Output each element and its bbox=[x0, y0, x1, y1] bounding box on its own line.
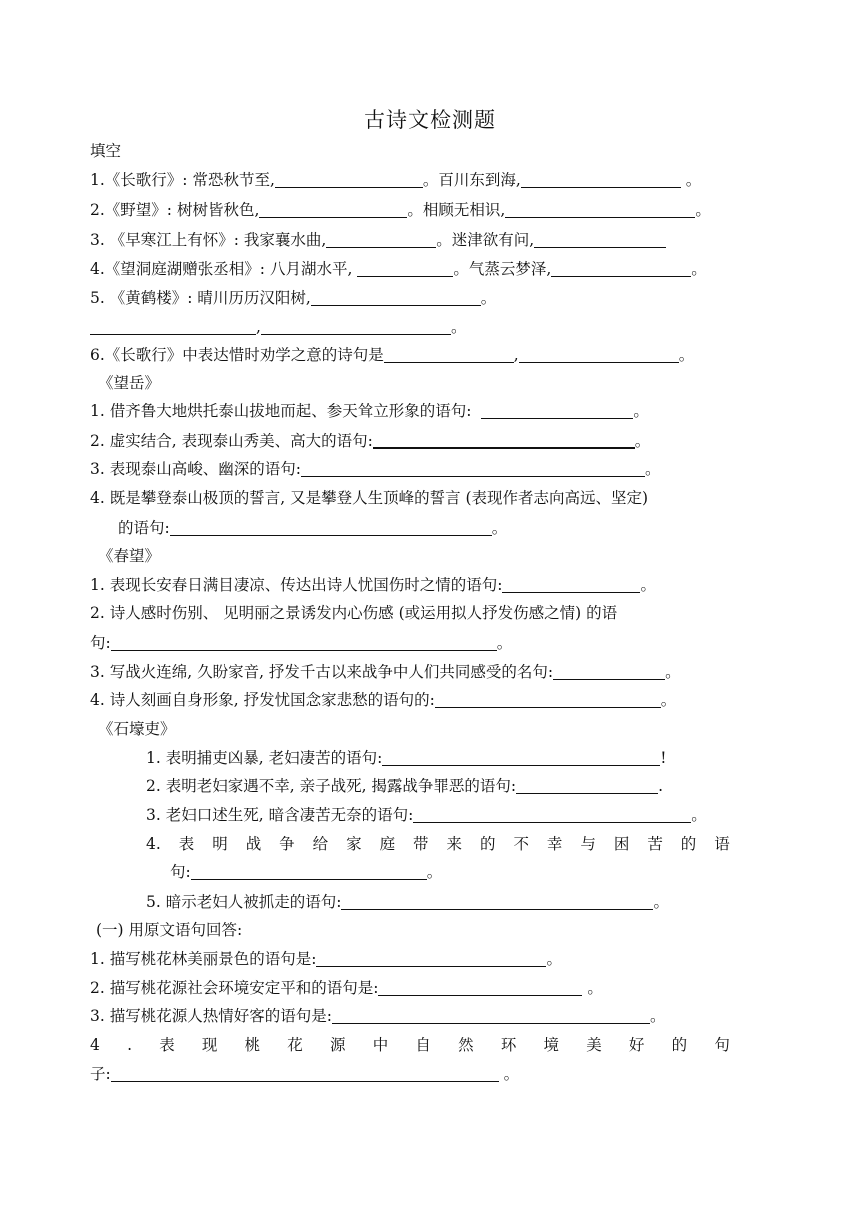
wangyue-question-3: 3. 表现泰山高峻、幽深的语句: 。 bbox=[90, 460, 661, 478]
answer-blank[interactable] bbox=[90, 318, 256, 335]
spread-char: 不 bbox=[513, 835, 529, 853]
spread-char: 表 bbox=[159, 1036, 175, 1054]
answer-blank[interactable] bbox=[553, 663, 665, 680]
fill-question-6: 6.《长歌行》中表达惜时劝学之意的诗句是 , 。 bbox=[90, 346, 695, 364]
answer-blank[interactable] bbox=[534, 231, 666, 248]
spread-char: 与 bbox=[580, 835, 596, 853]
spread-char: 然 bbox=[458, 1036, 474, 1054]
spread-char: 语 bbox=[714, 835, 730, 853]
spread-char: 的 bbox=[479, 835, 496, 853]
taohua-question-2: 2. 描写桃花源社会环境安定平和的语句是: 。 bbox=[90, 979, 603, 997]
spread-char: 环 bbox=[500, 1036, 517, 1054]
chunwang-question-4: 4. 诗人刻画自身形象, 抒发忧国念家悲愁的语句的: 。 bbox=[90, 691, 677, 709]
answer-blank[interactable] bbox=[521, 171, 681, 188]
chunwang-question-1: 1. 表现长安春日满目凄凉、传达出诗人忧国伤时之情的语句: 。 bbox=[90, 576, 656, 594]
spread-char: 的 bbox=[680, 835, 697, 853]
spread-char: 好 bbox=[628, 1036, 645, 1054]
page-title: 古诗文检测题 bbox=[364, 108, 496, 132]
answer-blank[interactable] bbox=[378, 979, 582, 996]
spread-char: 4. bbox=[146, 835, 161, 853]
spread-char: 句 bbox=[714, 1036, 730, 1054]
spread-char: 明 bbox=[212, 835, 228, 853]
section-heading-wangyue: 《望岳》 bbox=[98, 374, 161, 392]
answer-blank[interactable] bbox=[413, 806, 691, 823]
chunwang-question-3: 3. 写战火连绵, 久盼家音, 抒发千古以来战争中人们共同感受的名句: 。 bbox=[90, 663, 681, 681]
section-heading-taohua: (一) 用原文语句回答: bbox=[96, 921, 243, 939]
spread-char: 境 bbox=[543, 1036, 560, 1054]
taohua-question-3: 3. 描写桃花源人热情好客的语句是: 。 bbox=[90, 1007, 666, 1025]
taohua-question-1: 1. 描写桃花林美丽景色的语句是: 。 bbox=[90, 950, 562, 968]
answer-blank[interactable] bbox=[373, 431, 635, 449]
spread-char: 桃 bbox=[244, 1036, 261, 1054]
spread-char: 美 bbox=[586, 1036, 602, 1054]
spread-char: 4 bbox=[90, 1036, 100, 1054]
answer-blank[interactable] bbox=[259, 201, 407, 218]
shihao-question-2: 2. 表明老妇家遇不幸, 亲子战死, 揭露战争罪恶的语句: . bbox=[146, 777, 664, 795]
answer-blank[interactable] bbox=[384, 346, 514, 363]
answer-blank[interactable] bbox=[275, 171, 423, 188]
answer-blank[interactable] bbox=[170, 519, 492, 536]
spread-char: 争 bbox=[279, 835, 295, 853]
spread-char: 带 bbox=[413, 835, 429, 853]
fill-question-5: 5. 《黄鹤楼》: 晴川历历汉阳树, 。 bbox=[90, 289, 497, 307]
fill-question-5-continued: , 。 bbox=[90, 316, 466, 338]
spread-char: 源 bbox=[330, 1036, 346, 1054]
fill-question-2: 2.《野望》: 树树皆秋色, 。相顾无相识, 。 bbox=[90, 201, 711, 219]
spread-char: 表 bbox=[178, 835, 195, 853]
answer-blank[interactable] bbox=[111, 1065, 499, 1082]
shihao-question-5: 5. 暗示老妇人被抓走的语句: 。 bbox=[146, 893, 669, 911]
chunwang-question-2: 2. 诗人感时伤别、 见明丽之景诱发内心伤感 (或运用拟人抒发伤感之情) 的语 bbox=[90, 604, 618, 622]
shihao-question-3: 3. 老妇口述生死, 暗含凄苦无奈的语句: 。 bbox=[146, 806, 707, 824]
fill-question-1: 1.《长歌行》: 常恐秋节至, 。百川东到海, 。 bbox=[90, 171, 702, 189]
answer-blank[interactable] bbox=[382, 749, 660, 766]
answer-blank[interactable] bbox=[191, 863, 427, 880]
answer-blank[interactable] bbox=[316, 950, 546, 967]
spread-char: 家 bbox=[346, 835, 362, 853]
answer-blank[interactable] bbox=[332, 1007, 650, 1024]
answer-blank[interactable] bbox=[341, 893, 653, 910]
spread-char: 苦 bbox=[647, 835, 663, 853]
section-heading-fill: 填空 bbox=[90, 142, 122, 160]
fill-question-4: 4.《望洞庭湖赠张丞相》: 八月湖水平, 。气蒸云梦泽, 。 bbox=[90, 260, 707, 278]
taohua-question-4-continued: 子: 。 bbox=[90, 1065, 520, 1083]
answer-blank[interactable] bbox=[357, 260, 453, 277]
spread-char: 庭 bbox=[379, 835, 396, 853]
wangyue-question-4: 4. 既是攀登泰山极顶的誓言, 又是攀登人生顶峰的誓言 (表现作者志向高远、坚定) bbox=[90, 489, 649, 507]
shihao-question-1: 1. 表明捕吏凶暴, 老妇凄苦的语句: ! bbox=[146, 749, 667, 767]
answer-blank[interactable] bbox=[505, 201, 695, 218]
section-heading-chunwang: 《春望》 bbox=[98, 547, 161, 565]
spread-char: 困 bbox=[613, 835, 630, 853]
answer-blank[interactable] bbox=[301, 460, 645, 477]
answer-blank[interactable] bbox=[502, 576, 640, 593]
answer-blank[interactable] bbox=[326, 231, 436, 248]
spread-char: 来 bbox=[446, 835, 463, 853]
shihao-question-4 bbox=[146, 833, 730, 855]
shihao-question-4-continued: 句: 。 bbox=[170, 863, 443, 881]
chunwang-question-2-continued: 句: 。 bbox=[90, 634, 513, 652]
answer-blank[interactable] bbox=[261, 318, 451, 335]
answer-blank[interactable] bbox=[519, 346, 679, 363]
fill-question-3: 3. 《早寒江上有怀》: 我家襄水曲, 。迷津欲有问, bbox=[90, 229, 666, 251]
taohua-question-4 bbox=[90, 1034, 730, 1056]
spread-char: 现 bbox=[201, 1036, 218, 1054]
spread-char: 给 bbox=[312, 835, 329, 853]
spread-char: 的 bbox=[671, 1036, 688, 1054]
answer-blank[interactable] bbox=[516, 777, 658, 794]
spread-char: 花 bbox=[287, 1036, 303, 1054]
wangyue-question-1: 1. 借齐鲁大地烘托泰山拔地而起、参天耸立形象的语句: 。 bbox=[90, 402, 649, 420]
wangyue-question-2: 2. 虚实结合, 表现泰山秀美、高大的语句: 。 bbox=[90, 432, 651, 450]
answer-blank[interactable] bbox=[111, 634, 497, 651]
spread-char: 战 bbox=[245, 835, 262, 853]
spread-char: 幸 bbox=[546, 835, 563, 853]
answer-blank[interactable] bbox=[481, 402, 633, 419]
wangyue-question-4-continued: 的语句: 。 bbox=[118, 519, 508, 537]
spread-char: . bbox=[127, 1036, 132, 1054]
section-heading-shihao: 《石壕吏》 bbox=[98, 720, 176, 738]
answer-blank[interactable] bbox=[311, 289, 481, 306]
answer-blank[interactable] bbox=[435, 691, 661, 708]
spread-char: 中 bbox=[372, 1036, 389, 1054]
answer-blank[interactable] bbox=[551, 260, 691, 277]
spread-char: 自 bbox=[415, 1036, 431, 1054]
